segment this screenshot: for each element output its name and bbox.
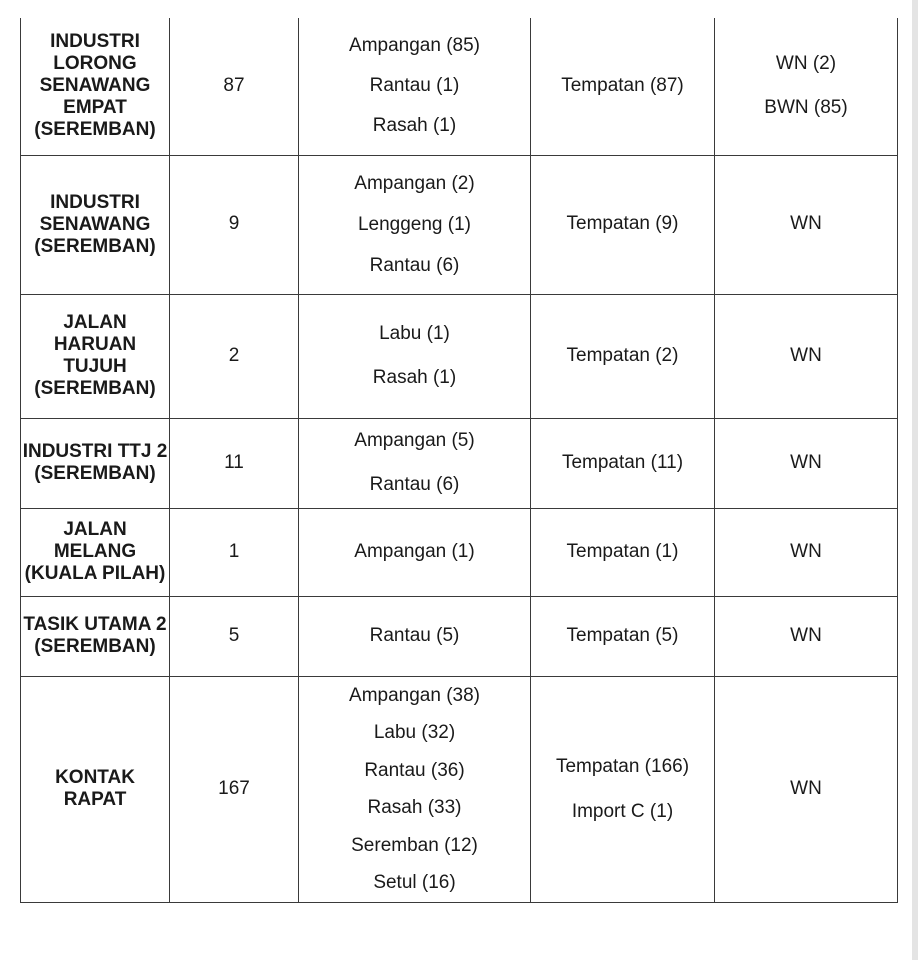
area-entry: Rasah (1) [372,115,457,137]
case-count: 2 [228,344,240,366]
case-count-cell [170,418,299,508]
case-count: 87 [223,74,245,96]
case-count: 9 [228,213,240,235]
area-entry: Rasah (33) [367,797,462,818]
table-row [21,676,898,902]
category-cell [531,18,715,155]
area-entry: Rantau (6) [369,474,460,495]
category-entry: Tempatan (166) [555,756,690,777]
areas-cell [299,508,531,596]
nationality-cell [715,596,898,676]
cluster-name: INDUSTRI LORONG SENAWANG EMPAT (SEREMBAN) [34,31,156,141]
area-entry: Rantau (6) [369,255,460,276]
area-entry: Rasah (1) [372,367,457,388]
nationality-cell [715,294,898,418]
areas-cell [299,676,531,902]
category-cell [531,676,715,902]
table-row [21,18,898,155]
case-count: 1 [228,540,240,562]
cluster-name-cell [21,294,170,418]
category-entry: Tempatan (5) [566,624,679,646]
nationality-entry: WN [790,624,822,646]
case-count-cell [170,676,299,902]
area-entry: Rantau (36) [364,759,465,781]
areas-cell [299,596,531,676]
table-row [21,418,898,508]
area-entry: Ampangan (1) [354,540,475,562]
area-entry: Ampangan (38) [349,684,480,706]
nationality-cell [715,155,898,294]
nationality-cell [715,18,898,155]
area-entry: Ampangan (5) [354,430,475,451]
table-row [21,508,898,596]
category-entry: Import C (1) [571,801,674,822]
category-entry: Tempatan (1) [566,540,679,562]
category-entry: Tempatan (9) [566,213,679,235]
area-entry: Rantau (5) [369,624,460,646]
nationality-cell [715,508,898,596]
category-entry: Tempatan (2) [566,344,679,366]
nationality-cell [715,418,898,508]
cluster-name: KONTAK RAPAT [55,767,135,810]
nationality-entry: WN [790,344,822,366]
nationality-entry: BWN (85) [764,97,848,119]
nationality-entry: WN [790,777,822,799]
case-count-cell [170,18,299,155]
case-count-cell [170,155,299,294]
right-edge-shade [912,0,918,960]
category-cell [531,596,715,676]
area-entry: Seremban (12) [351,834,478,856]
category-entry: Tempatan (87) [561,74,684,96]
areas-cell [299,294,531,418]
cluster-name: TASIK UTAMA 2 (SEREMBAN) [23,614,167,657]
table-row [21,155,898,294]
cluster-name: JALAN MELANG (KUALA PILAH) [24,519,166,584]
areas-cell [299,418,531,508]
area-entry: Ampangan (85) [349,35,480,57]
case-count: 11 [224,451,244,473]
area-entry: Labu (32) [373,722,456,743]
case-count: 167 [218,777,250,799]
area-entry: Lenggeng (1) [357,214,472,235]
case-count-cell [170,596,299,676]
cluster-name-cell [21,418,170,508]
cluster-table [20,18,898,903]
area-entry: Rantau (1) [369,75,460,97]
category-entry: Tempatan (11) [561,451,684,473]
table-row [21,596,898,676]
nationality-cell [715,676,898,902]
cluster-name-cell [21,18,170,155]
cluster-name-cell [21,155,170,294]
area-entry: Ampangan (2) [354,173,475,194]
area-entry: Setul (16) [373,872,456,893]
nationality-entry: WN (2) [775,53,837,75]
case-count-cell [170,294,299,418]
cluster-name: JALAN HARUAN TUJUH (SEREMBAN) [34,312,156,399]
category-cell [531,508,715,596]
areas-cell [299,155,531,294]
cluster-name: INDUSTRI TTJ 2 (SEREMBAN) [22,441,168,484]
category-cell [531,418,715,508]
areas-cell [299,18,531,155]
case-count-cell [170,508,299,596]
case-count: 5 [228,624,240,646]
cluster-name-cell [21,508,170,596]
cluster-name-cell [21,676,170,902]
nationality-entry: WN [790,213,822,235]
nationality-entry: WN [790,451,822,473]
table-row [21,294,898,418]
area-entry: Labu (1) [379,323,450,344]
cluster-name: INDUSTRI SENAWANG (SEREMBAN) [34,191,156,257]
category-cell [531,294,715,418]
category-cell [531,155,715,294]
nationality-entry: WN [790,540,822,562]
cluster-name-cell [21,596,170,676]
